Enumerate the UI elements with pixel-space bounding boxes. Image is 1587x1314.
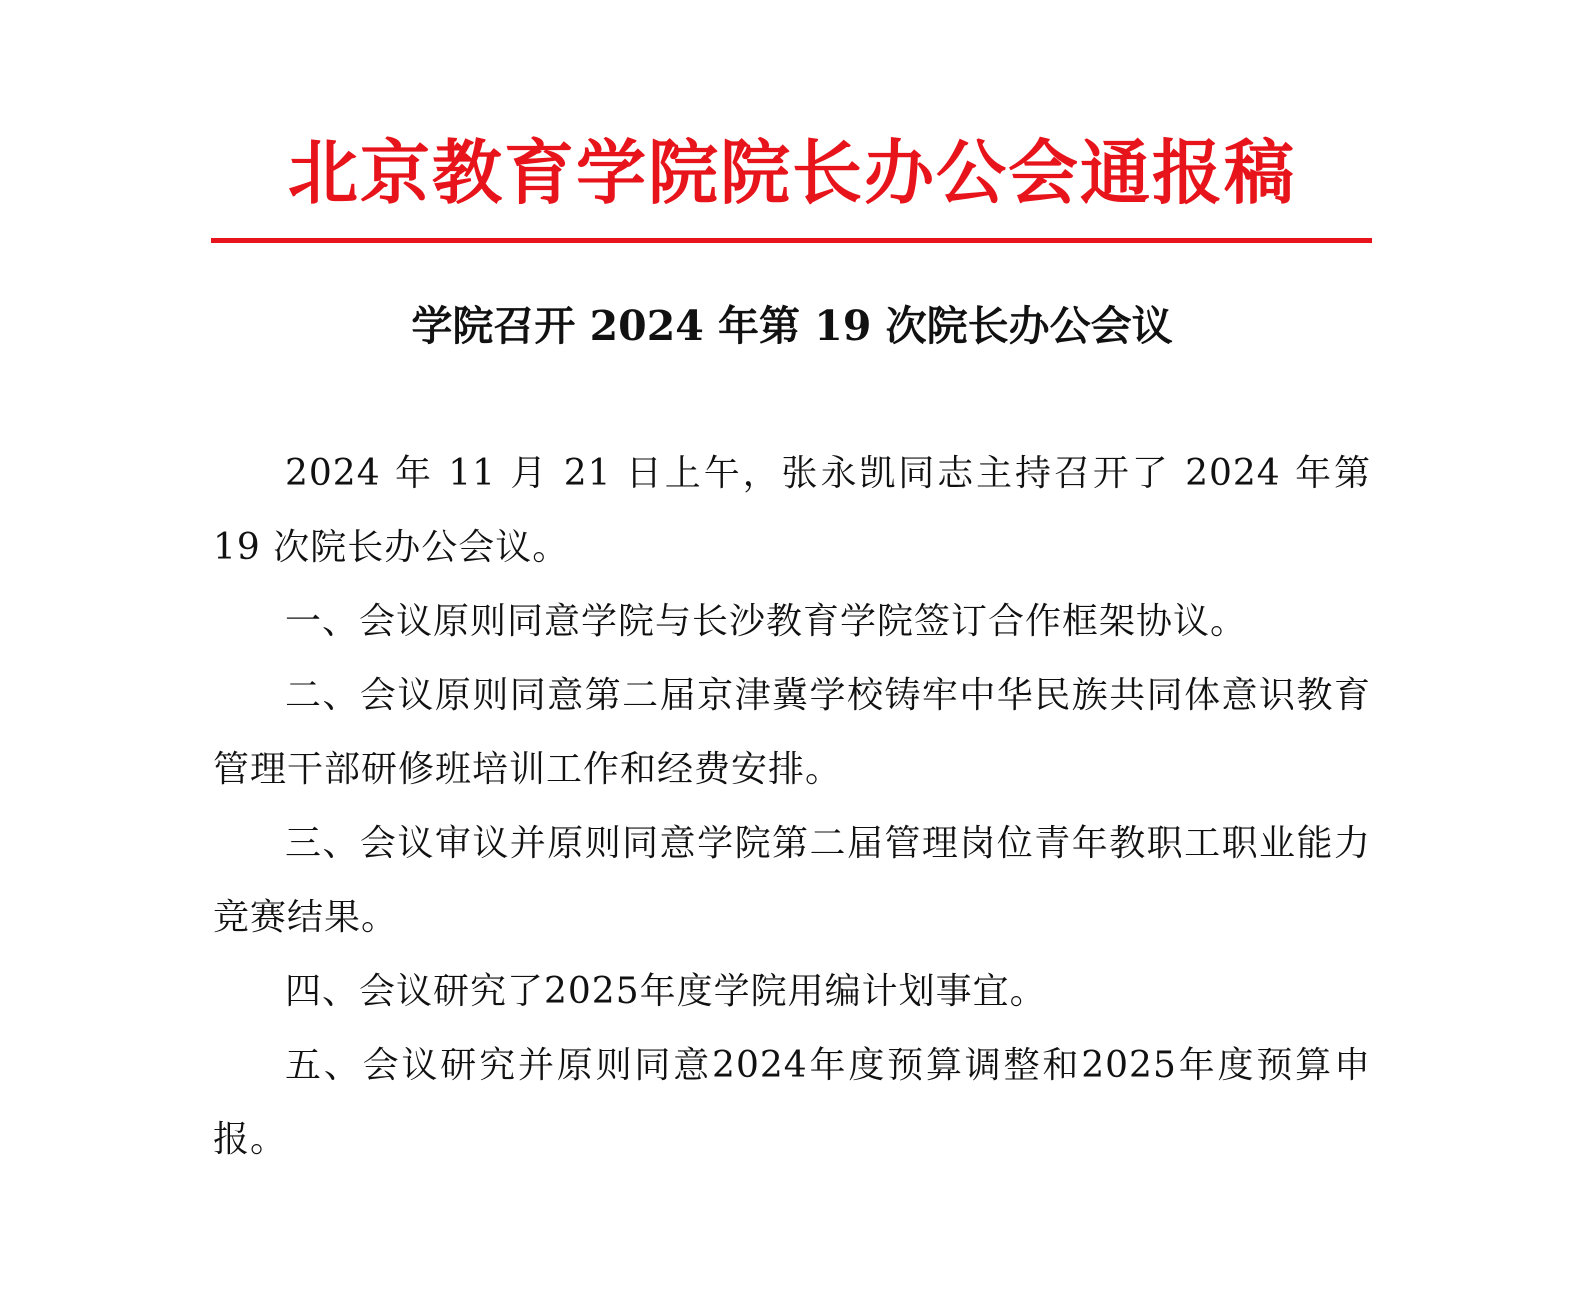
document-body (213, 437, 1371, 1177)
item-paragraph-1: 一、会议原则同意学院与长沙教育学院签订合作框架协议。 (285, 601, 1248, 642)
item-paragraph-3: 三、会议审议并原则同意学院第二届管理岗位青年教职工职业能力竞赛结果。 (213, 823, 1371, 938)
item-paragraph-2: 二、会议原则同意第二届京津冀学校铸牢中华民族共同体意识教育管理干部研修班培训工作和经费安排。 (213, 675, 1371, 790)
item-paragraph-4: 四、会议研究了2025年度学院用编计划事宜。 (285, 971, 1047, 1012)
masthead-title: 北京教育学院院长办公会通报稿 (288, 131, 1296, 214)
document-title: 学院召开 2024 年第 19 次院长办公会议 (411, 302, 1173, 350)
intro-paragraph: 2024 年 11 月 21 日上午，张永凯同志主持召开了 2024 年第 19 次院长办公会议。 (213, 453, 1371, 568)
masthead-divider (211, 238, 1372, 243)
item-paragraph-5: 五、会议研究并原则同意2024年度预算调整和2025年度预算申报。 (213, 1045, 1371, 1160)
